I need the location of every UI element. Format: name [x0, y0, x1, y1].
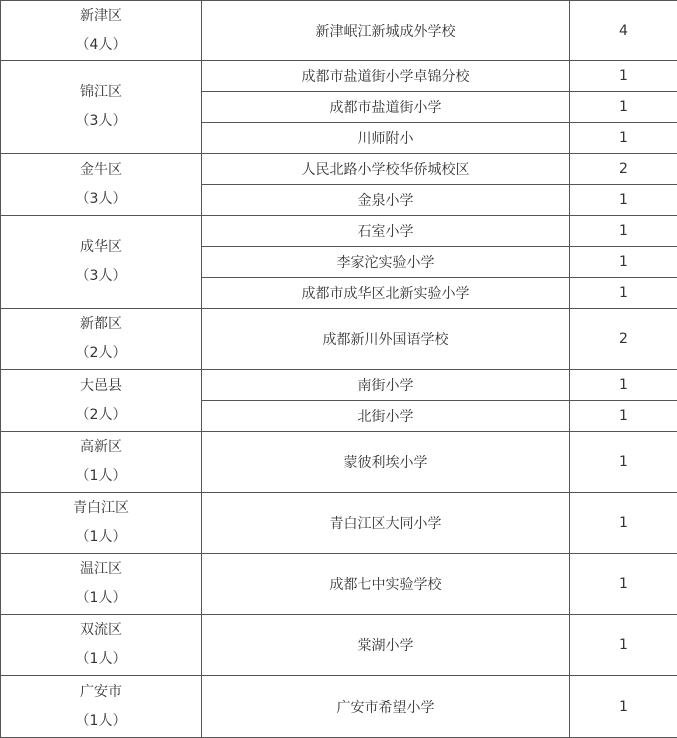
school-name-cell: 新津岷江新城成外学校 [202, 1, 570, 61]
school-name-cell: 南街小学 [202, 370, 570, 401]
student-count-cell: 1 [570, 61, 677, 92]
table-row [1, 554, 677, 615]
table-row [1, 615, 677, 676]
school-name-cell: 棠湖小学 [202, 615, 570, 676]
school-name-cell: 广安市希望小学 [202, 676, 570, 738]
table-row [1, 309, 677, 370]
district-count: （1人） [75, 651, 127, 667]
school-name-cell: 成都七中实验学校 [202, 554, 570, 615]
table-row [1, 432, 677, 493]
district-count: （4人） [75, 36, 127, 53]
district-cell [1, 554, 202, 615]
school-name-cell: 蒙彼利埃小学 [202, 432, 570, 493]
school-name-cell: 人民北路小学校华侨城校区 [202, 154, 570, 185]
district-name: 高新区 [80, 439, 122, 455]
table-row [1, 1, 677, 61]
student-count-cell: 1 [570, 554, 677, 615]
student-count-cell: 1 [570, 493, 677, 554]
student-count-cell: 1 [570, 185, 677, 216]
district-cell [1, 309, 202, 370]
district-name: 温江区 [80, 561, 122, 577]
district-name: 新都区 [80, 316, 122, 332]
district-cell [1, 1, 202, 61]
district-count: （1人） [75, 468, 127, 484]
student-count-cell: 1 [570, 92, 677, 123]
school-name-cell: 北街小学 [202, 401, 570, 432]
student-count-cell: 1 [570, 123, 677, 154]
district-cell [1, 615, 202, 676]
school-name-cell: 成都市成华区北新实验小学 [202, 278, 570, 309]
district-name: 锦江区 [80, 84, 122, 100]
district-cell [1, 216, 202, 309]
district-name: 新津区 [80, 7, 122, 24]
table-row [1, 61, 677, 92]
school-name-cell: 成都市盐道街小学 [202, 92, 570, 123]
student-count-cell: 4 [570, 1, 677, 61]
district-name: 大邑县 [80, 377, 122, 394]
school-name-cell: 石室小学 [202, 216, 570, 247]
district-cell [1, 370, 202, 432]
student-count-cell: 2 [570, 309, 677, 370]
student-count-cell: 1 [570, 247, 677, 278]
school-name-cell: 成都新川外国语学校 [202, 309, 570, 370]
district-count: （1人） [75, 712, 127, 729]
school-name-cell: 川师附小 [202, 123, 570, 154]
district-count: （1人） [75, 529, 127, 545]
table-row [1, 370, 677, 401]
district-name: 金牛区 [80, 161, 122, 178]
district-cell [1, 676, 202, 738]
student-count-cell: 1 [570, 370, 677, 401]
school-name-cell: 李家沱实验小学 [202, 247, 570, 278]
student-count-cell: 1 [570, 278, 677, 309]
district-name: 双流区 [80, 622, 122, 638]
district-count: （3人） [75, 113, 127, 129]
district-name: 成华区 [80, 239, 122, 255]
student-count-cell: 1 [570, 615, 677, 676]
district-count: （3人） [75, 190, 127, 207]
table-row [1, 216, 677, 247]
district-cell [1, 154, 202, 216]
table-row [1, 676, 677, 738]
district-cell [1, 432, 202, 493]
student-count-cell: 1 [570, 676, 677, 738]
district-cell [1, 61, 202, 154]
school-name-cell: 青白江区大同小学 [202, 493, 570, 554]
student-count-cell: 1 [570, 401, 677, 432]
school-name-cell: 成都市盐道街小学卓锦分校 [202, 61, 570, 92]
student-count-cell: 1 [570, 216, 677, 247]
student-count-cell: 1 [570, 432, 677, 493]
table-row [1, 154, 677, 185]
student-count-cell: 2 [570, 154, 677, 185]
table-body [1, 1, 677, 738]
district-cell [1, 493, 202, 554]
district-count: （3人） [75, 268, 127, 284]
district-count: （1人） [75, 590, 127, 606]
school-name-cell: 金泉小学 [202, 185, 570, 216]
table-row [1, 493, 677, 554]
district-name: 广安市 [80, 683, 122, 700]
district-count: （2人） [75, 345, 127, 361]
district-name: 青白江区 [73, 500, 129, 516]
district-count: （2人） [75, 406, 127, 423]
